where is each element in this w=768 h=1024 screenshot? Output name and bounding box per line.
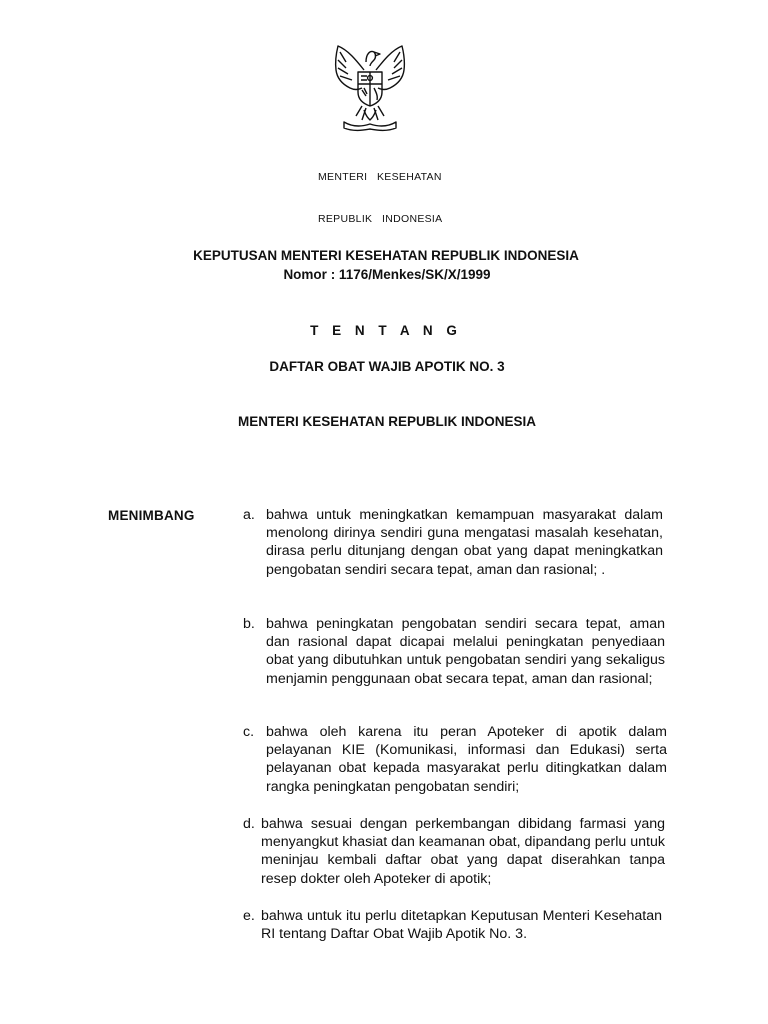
garuda-emblem-icon	[330, 40, 410, 134]
decree-number: Nomor : 1176/Menkes/SK/X/1999	[283, 267, 491, 282]
issuer-line-1: MENTERI KESEHATAN	[318, 171, 442, 183]
item-text: bahwa sesuai dengan perkembangan dibidang farmasi yang menyangkut khasiat dan keamanan obat, dipandang perlu untuk meninjau kembali daftar obat yang dapat diserahkan tanpa resep dokter oleh Apoteker di apotik;	[261, 816, 665, 887]
decree-title: KEPUTUSAN MENTERI KESEHATAN REPUBLIK INDONESIA	[193, 248, 579, 263]
item-text: bahwa oleh karena itu peran Apoteker di apotik dalam pelayanan KIE (Komunikasi, informasi dan Edukasi) serta pelayanan obat kepada masyarakat perlu ditingkatkan dalam rangka peningkatan pengobatan sendiri;	[266, 724, 667, 795]
item-marker: b.	[243, 616, 255, 632]
item-marker: a.	[243, 507, 255, 523]
decree-subject: DAFTAR OBAT WAJIB APOTIK NO. 3	[269, 359, 505, 374]
item-marker: e.	[243, 908, 255, 924]
item-text: bahwa peningkatan pengobatan sendiri secara tepat, aman dan rasional dapat dicapai melalui peningkatan penyediaan obat yang dibutuhkan untuk pengobatan sendiri yang sekaligus menjamin penggunaan obat secara tepat, aman dan rasional;	[266, 616, 665, 687]
minister-heading: MENTERI KESEHATAN REPUBLIK INDONESIA	[237, 414, 536, 429]
menimbang-label: MENIMBANG	[108, 508, 195, 523]
issuer-line-2: REPUBLIK INDONESIA	[318, 213, 443, 225]
tentang-heading: T E N T A N G	[310, 323, 462, 338]
item-text: bahwa untuk itu perlu ditetapkan Keputusan Menteri Kesehatan RI tentang Daftar Obat Wajib Apotik No. 3.	[261, 908, 662, 943]
item-marker: c.	[243, 724, 255, 740]
issuer-block	[318, 142, 442, 254]
item-text: bahwa untuk meningkatkan kemampuan masyarakat dalam menolong dirinya sendiri guna mengatasi masalah kesehatan, dirasa perlu ditunjang dengan obat yang dapat meningkatkan pengobatan sendiri secara tepat, aman dan rasional; .	[266, 507, 663, 578]
item-marker: d.	[243, 816, 255, 832]
